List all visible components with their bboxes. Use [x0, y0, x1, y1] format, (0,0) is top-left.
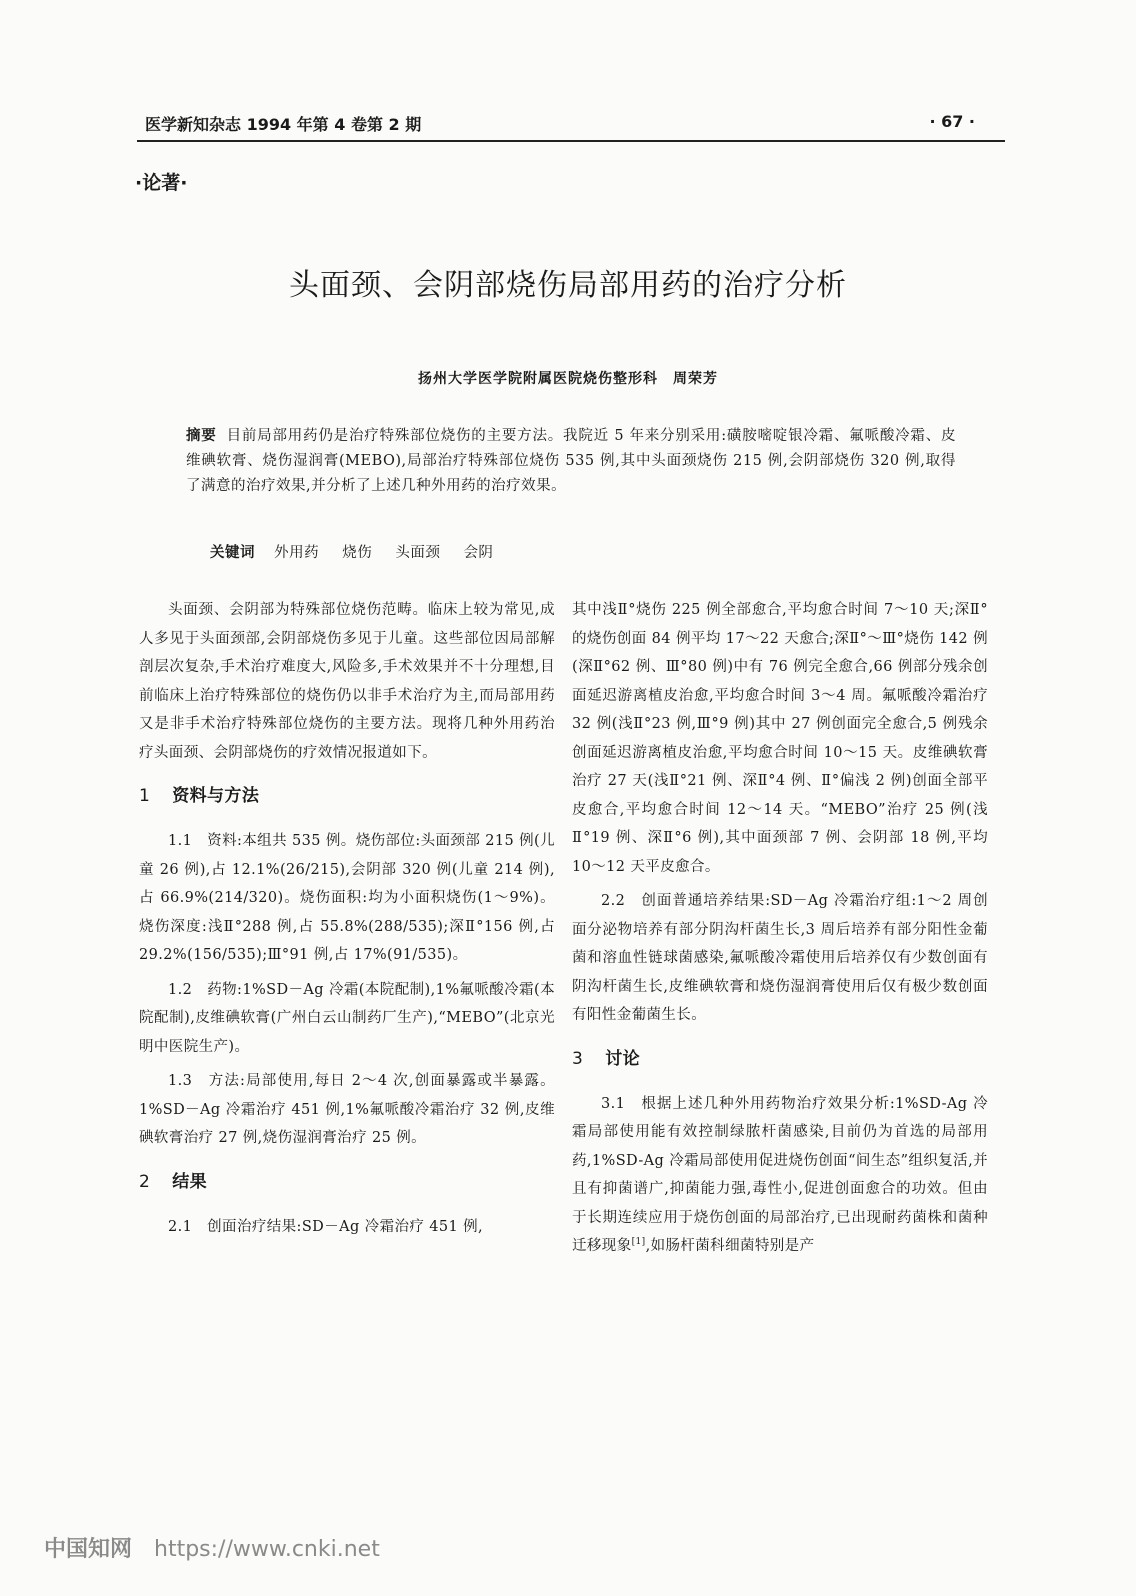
paragraph-1-3: 1.3 方法:局部使用,每日 2～4 次,创面暴露或半暴露。1%SD－Ag 冷霜治疗 451 例,1%氟哌酸冷霜治疗 32 例,皮维碘软膏治疗 27 例,烧伤湿润膏治疗 25 例。 [139, 1073, 555, 1146]
journal-info: 医学新知杂志 1994 年第 4 卷第 2 期 [145, 115, 422, 134]
paragraph-1-2: 1.2 药物:1%SD－Ag 冷霜(本院配制),1%氟哌酸冷霜(本院配制),皮维碘软膏(广州白云山制药厂生产),“MEBO”(北京光明中医院生产)。 [139, 981, 555, 1055]
section-tag: ·论著· [135, 172, 188, 194]
left-column [139, 596, 555, 1247]
section-title: 结果 [172, 1171, 208, 1192]
paragraph-3-1-text: 3.1 根据上述几种外用药物治疗效果分析:1%SD-Ag 冷霜局部使用能有效控制绿脓杆菌感染,目前仍为首选的局部用药,1%SD-Ag 冷霜局部使用促进烧伤创面“间生态”组织复活,并且有抑菌谱广,抑菌能力强,毒性小,促进创面愈合的功效。但由于长期连续应用于烧伤创面的局部治疗,已出现耐药菌株和菌种迁移现象 [572, 1095, 988, 1254]
section-number: 2 [139, 1171, 151, 1192]
section-number: 3 [572, 1048, 584, 1069]
paragraph-1-1: 1.1 资料:本组共 535 例。烧伤部位:头面颈部 215 例(儿童 26 例),占 12.1%(26/215),会阴部 320 例(儿童 214 例),占 66.9%(214/320)。烧伤面积:均为小面积烧伤(1～9%)。烧伤深度:浅Ⅱ°288 例,占 55.8%(288/535);深Ⅱ°156 例,占 29.2%(156/535);Ⅲ°91 例,占 17%(91/535)。 [139, 833, 555, 963]
section-heading-methods [139, 783, 555, 809]
abstract-label: 摘要 [186, 428, 217, 444]
paragraph-3-1-tail: ,如肠杆菌科细菌特别是产 [645, 1238, 815, 1254]
section-number: 1 [139, 786, 151, 806]
keyword: 外用药 [274, 545, 320, 561]
article-title: 头面颈、会阴部烧伤局部用药的治疗分析 [289, 268, 847, 303]
abstract-text: 目前局部用药仍是治疗特殊部位烧伤的主要方法。我院近 5 年来分别采用:磺胺嘧啶银冷霜、氟哌酸冷霜、皮维碘软膏、烧伤湿润膏(MEBO),局部治疗特殊部位烧伤 535 例,其中头面颈烧伤 215 例,会阴部烧伤 320 例,取得了满意的治疗效果,并分析了上述几种外用药的治疗效果。 [186, 428, 957, 494]
author-affiliation: 扬州大学医学院附属医院烧伤整形科 周荣芳 [418, 371, 718, 387]
keyword: 烧伤 [342, 545, 373, 561]
paragraph-2-1-continued: 其中浅Ⅱ°烧伤 225 例全部愈合,平均愈合时间 7～10 天;深Ⅱ°的烧伤创面 84 例平均 17～22 天愈合;深Ⅱ°～Ⅲ°烧伤 142 例(深Ⅱ°62 例、Ⅲ°80 例)中有 76 例完全愈合,66 例部分残余创面延迟游离植皮治愈,平均愈合时间 3～4 周。氟哌酸冷霜治疗 32 例(浅Ⅱ°23 例,Ⅲ°9 例)其中 27 例创面完全愈合,5 例残余创面延迟游离植皮治愈,平均愈合时间 10～15 天。皮维碘软膏治疗 27 天(浅Ⅱ°21 例、深Ⅱ°4 例、Ⅱ°偏浅 2 例)创面全部平皮愈合,平均愈合时间 12～14 天。“MEBO”治疗 25 例(浅Ⅱ°19 例、深Ⅱ°6 例),其中面颈部 7 例、会阴部 18 例,平均 10～12 天平皮愈合。 [572, 602, 988, 875]
page-number: · 67 · [929, 112, 975, 131]
keywords [210, 541, 950, 562]
keyword: 会阴 [463, 545, 494, 561]
citation-ref: [1] [631, 1237, 646, 1248]
intro-paragraph: 头面颈、会阴部为特殊部位烧伤范畴。临床上较为常见,成人多见于头面颈部,会阴部烧伤多见于儿童。这些部位因局部解剖层次复杂,手术治疗难度大,风险多,手术效果并不十分理想,目前临床上治疗特殊部位的烧伤仍以非手术治疗为主,而局部用药又是非手术治疗特殊部位烧伤的主要方法。现将几种外用药治疗头面颈、会阴部烧伤的疗效情况报道如下。 [139, 602, 555, 761]
section-heading-discussion [572, 1046, 988, 1072]
watermark-url[interactable]: https://www.cnki.net [154, 1537, 380, 1562]
keywords-label: 关键词 [210, 545, 255, 561]
paragraph-3-1 [572, 1090, 988, 1261]
running-header [137, 110, 1005, 142]
section-title: 资料与方法 [172, 786, 260, 806]
section-heading-results [139, 1169, 555, 1195]
cnki-watermark [44, 1532, 380, 1563]
right-column [572, 596, 988, 1267]
section-title: 讨论 [605, 1048, 641, 1069]
paragraph-2-1: 2.1 创面治疗结果:SD－Ag 冷霜治疗 451 例, [168, 1218, 484, 1235]
paragraph-2-2: 2.2 创面普通培养结果:SD－Ag 冷霜治疗组:1～2 周创面分泌物培养有部分阴沟杆菌生长,3 周后培养有部分阳性金葡菌和溶血性链球菌感染,氟哌酸冷霜使用后培养仅有少数创面有阴沟杆菌生长,皮维碘软膏和烧伤湿润膏使用后仅有极少数创面有阳性金葡菌生长。 [572, 893, 988, 1023]
watermark-brand: 中国知网 [44, 1537, 133, 1562]
abstract [186, 424, 956, 499]
keyword: 头面颈 [395, 545, 441, 561]
